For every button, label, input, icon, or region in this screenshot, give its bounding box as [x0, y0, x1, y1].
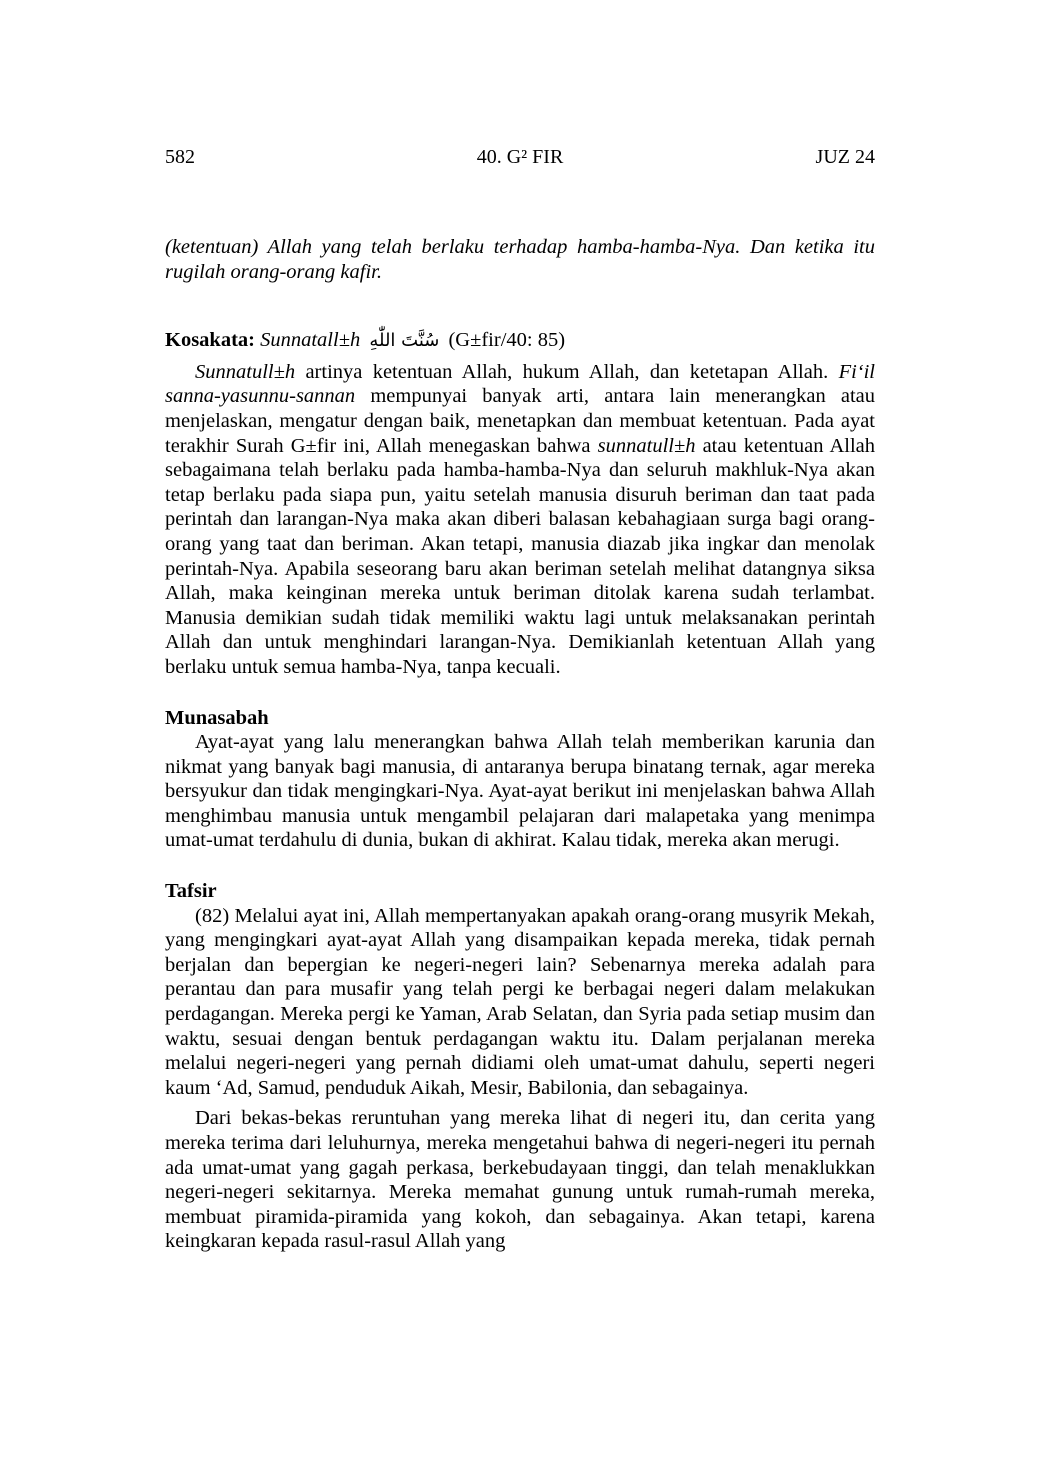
kosakata-p1-term2: sunnatull±h: [597, 434, 696, 457]
surah-title: 40. G² FIR: [476, 146, 564, 168]
kosakata-p1-text2: mempunyai banyak arti, antara lain menerangkan atau menjelaskan, mengatur dengan baik, menetapkan dan membuat ketentuan. Pada ayat terakhir Surah G±fir ini, Allah menegaskan bahwa: [165, 385, 875, 457]
kosakata-paragraph: [165, 360, 875, 680]
kosakata-reference: (G±fir/40: 85): [448, 329, 566, 352]
juz-label: JUZ 24: [815, 146, 875, 168]
page-body: [165, 235, 875, 1254]
kosakata-term: Sunnatall±h: [260, 329, 361, 352]
tafsir-paragraph-2: Dari bekas-bekas reruntuhan yang mereka lihat di negeri itu, dan cerita yang mereka terima dari leluhurnya, mereka mengetahui bahwa di negeri-negeri itu pernah ada umat-umat yang gagah perkasa, berkebudayaan tinggi, dan telah menaklukkan negeri-negeri sekitarnya. Mereka memahat gunung untuk rumah-rumah mereka, membuat piramida-piramida yang kokoh, dan sebagainya. Akan tetapi, karena keingkaran kepada rasul-rasul Allah yang: [165, 1107, 875, 1253]
kosakata-p1-text3: atau ketentuan Allah sebagaimana telah berlaku pada hamba-hamba-Nya dan seluruh makhluk-Nya akan tetap berlaku pada siapa pun, yaitu setelah manusia disuruh beriman dan taat pada perintah dan larangan-Nya maka akan diberi balasan kebahagiaan surga bagi orang-orang yang taat dan beriman. Akan tetapi, manusia diazab jika ingkar dan menolak perintah-Nya. Apabila seseorang baru akan beriman setelah melihat datangnya siksa Allah, maka keinginan mereka untuk beriman ditolak karena sudah terlambat. Manusia demikian sudah tidak memiliki waktu lagi untuk melaksanakan perintah Allah dan untuk menghindari larangan-Nya. Demikianlah ketentuan Allah yang berlaku untuk semua hamba-Nya, tanpa kecuali.: [165, 434, 875, 678]
page-number: 582: [165, 146, 195, 168]
kosakata-p1-term: Sunnatull±h: [195, 360, 296, 383]
kosakata-p1-text1: artinya ketentuan Allah, hukum Allah, dan ketetapan Allah.: [295, 360, 839, 383]
verse-continuation: (ketentuan) Allah yang telah berlaku terhadap hamba-hamba-Nya. Dan ketika itu rugilah orang-orang kafir.: [165, 236, 875, 283]
kosakata-line: [165, 328, 875, 354]
munasabah-heading: Munasabah: [165, 706, 269, 729]
tafsir-paragraph-1: (82) Melalui ayat ini, Allah mempertanyakan apakah orang-orang musyrik Mekah, yang mengingkari ayat-ayat Allah yang disampaikan kepada mereka, tidak pernah berjalan dan bepergian ke negeri-negeri lain? Sebenarnya mereka adalah para perantau dan para musafir yang telah pergi ke berbagai negeri dalam melakukan perdagangan. Mereka pergi ke Yaman, Arab Selatan, dan Syria pada setiap musim dan waktu, sesuai dengan bentuk perdagangan waktu itu. Dalam perjalanan mereka melalui negeri-negeri yang pernah didiami oleh umat-umat dahulu, seperti negeri kaum ‘Ad, Samud, penduduk Aikah, Mesir, Babilonia, dan sebagainya.: [165, 904, 875, 1099]
munasabah-paragraph: Ayat-ayat yang lalu menerangkan bahwa Allah telah memberikan karunia dan nikmat yang banyak bagi manusia, di antaranya berupa binatang ternak, agar mereka bersyukur dan tidak mengingkari-Nya. Ayat-ayat berikut ini menjelaskan bahwa Allah menghimbau manusia untuk mengambil pelajaran dari malapetaka yang menimpa umat-umat terdahulu di dunia, bukan di akhirat. Kalau tidak, mereka akan merugi.: [165, 731, 875, 852]
kosakata-label: Kosakata:: [165, 329, 255, 352]
tafsir-heading: Tafsir: [165, 880, 217, 903]
page-header: [165, 146, 875, 172]
kosakata-p1-fiil: Fi‘il sanna-yasunnu-sannan: [165, 360, 875, 408]
kosakata-arabic: سُنَّتَ اللّٰهِ: [369, 330, 440, 352]
